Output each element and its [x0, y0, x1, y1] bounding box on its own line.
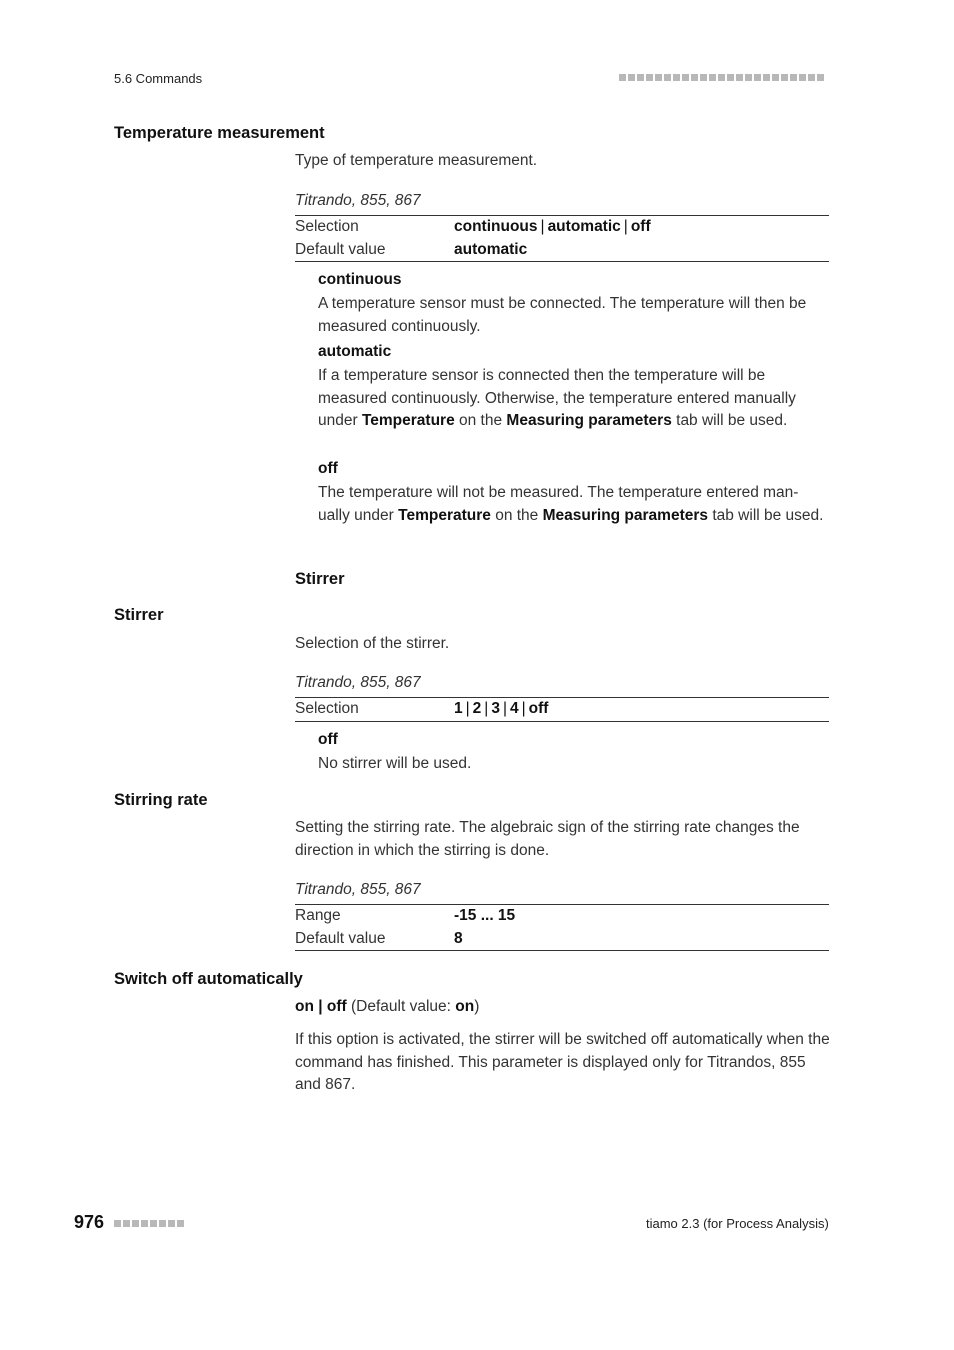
heading-stirrer: Stirrer	[114, 606, 164, 624]
stirring-rate-param-table	[295, 904, 829, 951]
switch-off-description: If this option is activated, the stirrer will be switched off automatically when the command has finished. This parameter is displayed only for Titrandos, 855 and 867.	[295, 1031, 830, 1093]
table-row	[295, 698, 829, 722]
stirring-rate-description: Setting the stirring rate. The algebraic sign of the stirring rate changes the direction in which the stirring is done.	[295, 819, 800, 859]
param-key: Selection	[295, 216, 454, 239]
subheading-stirrer: Stirrer	[295, 570, 345, 588]
temperature-description: Type of temperature measurement.	[295, 152, 538, 169]
param-value: 8	[454, 928, 829, 951]
option-title-continuous: continuous	[318, 271, 402, 288]
stirrer-models: Titrando, 855, 867	[295, 674, 421, 691]
param-value: automatic	[454, 239, 829, 262]
temperature-models: Titrando, 855, 867	[295, 192, 421, 209]
option-title-off: off	[318, 460, 338, 477]
stirrer-option-title-off: off	[318, 731, 338, 748]
table-row	[295, 905, 829, 928]
param-key: Default value	[295, 239, 454, 262]
page-number: 976	[74, 1212, 105, 1232]
switch-off-values: on | off (Default value: on)	[295, 998, 480, 1015]
param-key: Selection	[295, 698, 454, 722]
footer-decoration	[114, 1220, 184, 1227]
param-value: continuous | automatic | off	[454, 216, 829, 239]
option-text-off: The temperature will not be measured. The temperature entered man-ually under Temperature on the Measuring parameters tab will be used.	[318, 484, 824, 524]
option-title-automatic: automatic	[318, 343, 392, 360]
table-row	[295, 239, 829, 262]
param-value: 1 | 2 | 3 | 4 | off	[454, 698, 829, 722]
param-key: Range	[295, 905, 454, 928]
stirring-rate-models: Titrando, 855, 867	[295, 881, 421, 898]
option-text-automatic: If a temperature sensor is connected then the temperature will be measured continuously. Otherwise, the temperature entered manually under Temperature on the Measuring parameters tab will be used.	[318, 367, 796, 429]
footer-product: tiamo 2.3 (for Process Analysis)	[646, 1216, 829, 1231]
heading-temperature-measurement: Temperature measurement	[114, 124, 325, 142]
header-decoration	[619, 74, 829, 82]
running-header-section: 5.6 Commands	[114, 71, 203, 86]
stirrer-description: Selection of the stirrer.	[295, 635, 450, 652]
table-row	[295, 928, 829, 951]
heading-switch-off-automatically: Switch off automatically	[114, 970, 303, 988]
stirrer-option-text-off: No stirrer will be used.	[318, 755, 472, 772]
option-text-continuous: A temperature sensor must be connected. The temperature will then be measured continuously.	[318, 295, 807, 335]
table-row	[295, 216, 829, 239]
temperature-param-table	[295, 215, 829, 262]
stirrer-param-table	[295, 697, 829, 722]
param-key: Default value	[295, 928, 454, 951]
param-value: -15 ... 15	[454, 905, 829, 928]
heading-stirring-rate: Stirring rate	[114, 791, 208, 809]
